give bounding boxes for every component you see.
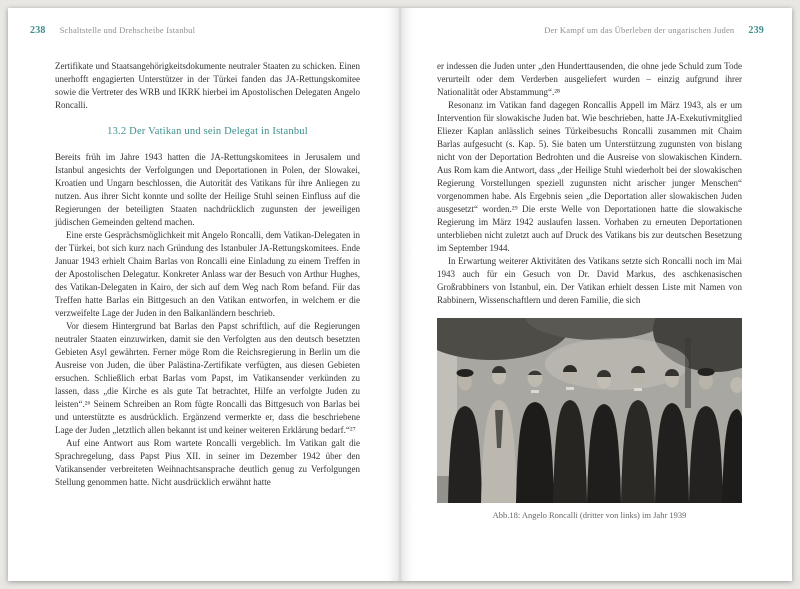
page-number-right: 239 (748, 25, 764, 36)
text-column-right (437, 60, 742, 522)
page-number-left: 238 (30, 25, 46, 36)
paragraph: Vor diesem Hintergrund bat Barlas den Papst schriftlich, auf die Regierungen neutraler Staaten einzuwirken, damit sie den Verfolgten aus den deutsch besetzten Gebieten Asyl gewährten. Ferner möge Rom die Reichsregierung in Berlin um die Ausreise von Juden, die über Palästina-Zertifikate verfügten, aus diesen Gebieten ersuchen. Schließlich erbat Barlas vom Papst, im Vatikansender verkünden zu lassen, dass „die Kirche es als gute Tat betrachtet, Hilfe an verfolgte Juden zu leisten“.²⁶ Seinem Schreiben an Rom fügte Roncalli das Bittgesuch von Barlas bei und unterstützte es ausdrücklich. Ergänzend vermerkte er, dass die beschriebene Lage der Juden „letztlich allen bekannt ist und keiner weiteren Erklärung bedarf.“²⁷ (55, 321, 360, 435)
group-photo (437, 318, 742, 503)
text-column-left (55, 60, 360, 489)
paragraph: er indessen die Juden unter „den Hunderttausenden, die ohne jede Schuld zum Tode verurteilt oder dem Verderben ausgeliefert wurden – einzig aufgrund ihrer Nationalität oder Abstammung“.²⁸ (437, 61, 742, 97)
book-spread (8, 8, 792, 581)
page-right (400, 8, 792, 581)
figure-18 (437, 318, 742, 522)
paragraph: Zertifikate und Staatsangehörigkeitsdokumente neutraler Staaten zu schicken. Einen unerhofft engagierten Unterstützer in der Türkei fanden das JA-Rettungskomitee sowie die Vertreter des WRB und IKRK hierbei im Apostolischen Delegaten Angelo Roncalli. (55, 61, 360, 110)
paragraph: Bereits früh im Jahre 1943 hatten die JA-Rettungskomitees in Jerusalem und Istanbul angesichts der Verfolgungen und Deportationen in Polen, der Slowakei, Kroatien und Ungarn beschlossen, die Autorität des Vatikans für ihre Anliegen zu nutzen. Aus ihrer Sicht konnte und sollte der Heilige Stuhl seinen Einfluss auf die Regierungen der beteiligten Staaten nachdrücklich zugunsten der jeweiligen jüdischen Gemeinden geltend machen. (55, 152, 360, 227)
section-heading: 13.2 Der Vatikan und sein Delegat in Istanbul (107, 126, 308, 137)
paragraph: Eine erste Gesprächsmöglichkeit mit Angelo Roncalli, dem Vatikan-Delegaten in der Türkei, bot sich kurz nach Gründung des Istanbuler JA-Rettungskomitees. Ende Januar 1943 erhielt Chaim Barlas von Roncalli eine Einladung zu einem Treffen in der Apostolischen Delegatur. Konkreter Anlass war der Besuch von Arthur Hughes, des Vatikan-Delegaten in Kairo, der sich auf dem Weg nach Rom befand. Für das Treffen hatte Barlas ein Bittgesuch an den Vatikan entworfen, in welchem er die verzweifelte Lage der Juden in den Balkanländern beschrieb. (55, 230, 360, 318)
paragraph: Auf eine Antwort aus Rom wartete Roncalli vergeblich. Im Vatikan galt die Sprachregelung, dass Papst Pius XII. in seiner im Dezember 1942 über den Vatikansender verbreiteten Weihnachtsansprache deutlich genug zu Verfolgungen Stellung genommen hatte. Nicht ausdrücklich erwähnt hatte (55, 438, 360, 487)
running-title-left: Schaltstelle und Drehscheibe Istanbul (59, 25, 196, 35)
paragraph: Resonanz im Vatikan fand dagegen Roncallis Appell im März 1943, als er um Intervention für slowakische Juden bat. Wie beschrieben, hatte JA-Exekutivmitglied Eliezer Kaplan anlässlich seines Türkeibesuchs Roncalli zusammen mit Chaim Barlas aufgesucht (s. Kap. 5). Sie baten um Unterstützung zugunsten von bislang nicht von der Deportation Bedrohten und die Ausreise von slowakischen Kindern. Aus Rom kam die Antwort, dass „der Heilige Stuhl wiederholt bei der slowakischen Regierung Vorstellungen speziell zugunsten nicht arischer junger Menschen“ vorgenommen habe. Als Ergebnis seien „die Deportation aller slowakischen Juden ausgesetzt“ worden.²⁹ Die erste Welle von Deportationen hatte die slowakische Regierung im März 1942 auslaufen lassen. Vorhaben zu erneuten Deportationen unterblieben nicht zuletzt auch auf Druck des Vatikans bis zur deutschen Besetzung im September 1944. (437, 100, 742, 253)
running-title-right: Der Kampf um das Überleben der ungarischen Juden (544, 25, 735, 35)
figure-caption: Abb.18: Angelo Roncalli (dritter von links) im Jahr 1939 (492, 510, 687, 520)
running-head-left (30, 25, 360, 36)
page-left (8, 8, 400, 581)
running-head-right (437, 25, 764, 36)
paragraph: In Erwartung weiterer Aktivitäten des Vatikans setzte sich Roncalli noch im Mai 1943 auch für ein Gesuch von Dr. David Markus, des aschkenasischen Großrabbiners von Istanbul, ein. Der Vatikan erhielt dessen Liste mit Namen von Rabbinern, Wissenschaftlern und deren Familie, die sich (437, 256, 742, 305)
